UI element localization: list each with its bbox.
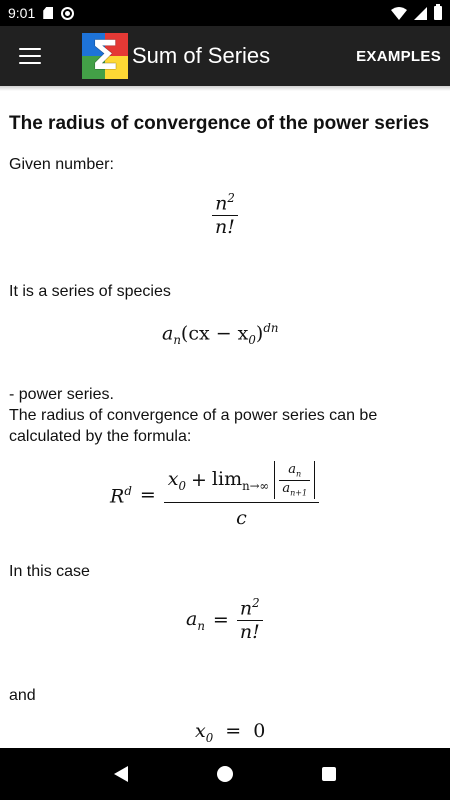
page-heading: The radius of convergence of the power series (9, 113, 430, 134)
back-icon[interactable] (114, 766, 128, 782)
content-scroll-area[interactable] (0, 86, 450, 748)
an-formula: $a_n$ = $\frac{n^2}{n!}$ (186, 596, 263, 644)
menu-button[interactable] (0, 26, 60, 86)
formula-intro: The radius of convergence of a power series can be calculated by the formula: (9, 407, 378, 445)
species-formula: $a_n(cx - x_0)^{dn}$ (162, 321, 279, 348)
signal-icon (414, 7, 427, 20)
app-logo (82, 33, 128, 79)
status-bar (0, 0, 450, 26)
wifi-icon (391, 7, 407, 20)
given-formula: $\frac{n^2}{n!}$ (212, 191, 238, 239)
sigma-icon: Σ (91, 33, 119, 79)
app-bar (0, 26, 450, 86)
examples-button[interactable]: EXAMPLES (356, 47, 441, 65)
app-title: Sum of Series (132, 43, 271, 68)
home-icon[interactable] (217, 766, 233, 782)
sd-card-icon (43, 7, 53, 19)
battery-icon (434, 6, 442, 20)
radius-formula: $R^d$ = $x_0$ + $\lim_{n\to\infty}$ $\frac{a_n}{a_{n+1}}$ c (110, 461, 319, 530)
status-left (8, 5, 74, 21)
status-right (391, 6, 442, 20)
x0-formula: $x_0 = 0$ (195, 720, 266, 745)
given-label: Given number: (9, 156, 114, 173)
and-label: and (9, 687, 36, 704)
app-bar-shadow (0, 86, 450, 91)
case-label: In this case (9, 563, 90, 580)
species-label: It is a series of species (9, 283, 171, 300)
power-series-text: - power series. (9, 386, 114, 403)
status-time: 9:01 (8, 5, 36, 21)
at-sign-icon (61, 7, 74, 20)
recent-apps-icon[interactable] (322, 767, 336, 781)
navigation-bar (0, 748, 450, 800)
hamburger-icon (19, 48, 41, 64)
